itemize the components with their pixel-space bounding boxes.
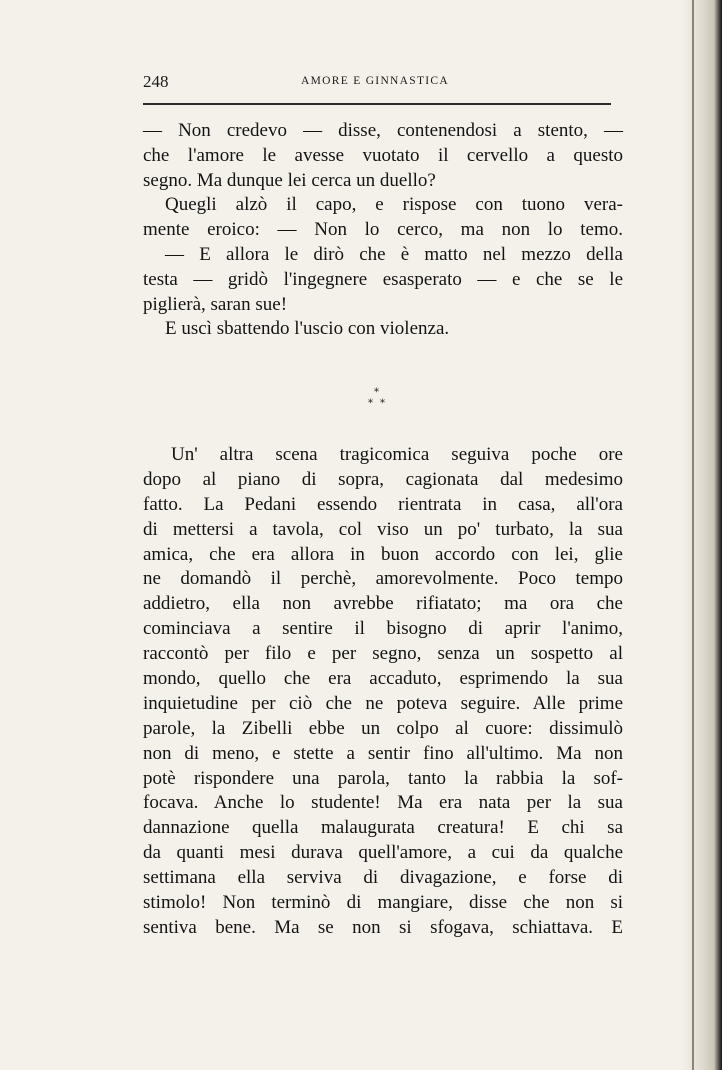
text-line: E uscì sbattendo l'uscio con violenza. [165,318,450,340]
section-break-asterism [365,386,391,416]
text-line: potè rispondere una parola, tanto la rabbia la sof- [143,767,623,789]
text-line: — Non credevo — disse, contenendosi a stento, — [143,120,623,141]
dialogue-section [143,119,623,342]
text-line: sentiva bene. Ma se non si sfogava, schiattava. E [143,916,623,938]
asterisk-bottom-right: * [380,398,385,409]
running-title: AMORE E GINNASTICA [301,75,449,87]
text-line: non di meno, e stette a sentir fino all'ultimo. Ma non [143,742,623,764]
text-line: parole, la Zibelli ebbe un colpo al cuore: dissimulò [143,717,623,739]
text-line: fatto. La Pedani essendo rientrata in casa, all'ora [143,493,623,515]
text-line: da quanti mesi durava quell'amore, a cui da qualche [143,842,623,864]
text-line: che l'amore le avesse vuotato il cervello a questo [143,144,623,166]
text-line: mondo, quello che era accaduto, esprimendo la sua [143,668,623,690]
text-line: segno. Ma dunque lei cerca un duello? [143,169,436,191]
text-line: — E allora le dirò che è matto nel mezzo della [165,243,623,265]
header-rule [143,103,611,105]
text-line: Quegli alzò il capo, e rispose con tuono vera- [165,194,623,216]
narrative-section [143,443,623,941]
text-line: addietro, ella non avrebbe rifiatato; ma ora che [143,593,623,615]
text-line: raccontò per filo e per segno, senza un sospetto al [143,643,623,665]
page-edge-line [692,0,694,1070]
text-line: di mettersi a tavola, col viso un po' turbato, la sua [143,518,623,540]
text-line: focava. Anche lo studente! Ma era nata per la sua [143,792,623,814]
text-line: cominciava a sentire il bisogno di aprir l'animo, [143,618,623,640]
text-line: stimolo! Non terminò di mangiare, disse che non si [143,892,623,914]
text-line: dannazione quella malaugurata creatura! E chi sa [143,817,623,839]
text-line: piglierà, saran sue! [143,293,288,315]
text-line: testa — gridò l'ingegnere esasperato — e che se le [143,268,623,290]
text-line: Un' altra scena tragicomica seguiva poche ore [171,444,623,465]
asterisk-bottom-left: * [368,398,373,409]
text-line: dopo al piano di sopra, cagionata dal medesimo [143,468,623,490]
text-line: amica, che era allora in buon accordo con lei, glie [143,543,623,565]
page-header [143,72,613,96]
asterisk-top: * [374,387,379,398]
page-number: 248 [143,72,169,91]
text-line: settimana ella serviva di divagazione, e forse di [143,867,623,889]
text-line: inquietudine per ciò che ne poteva seguire. Alle prime [143,692,623,714]
text-line: ne domandò il perchè, amorevolmente. Poco tempo [143,568,623,590]
text-line: mente eroico: — Non lo cerco, ma non lo temo. [143,219,623,241]
page-binding-edge [682,0,722,1070]
